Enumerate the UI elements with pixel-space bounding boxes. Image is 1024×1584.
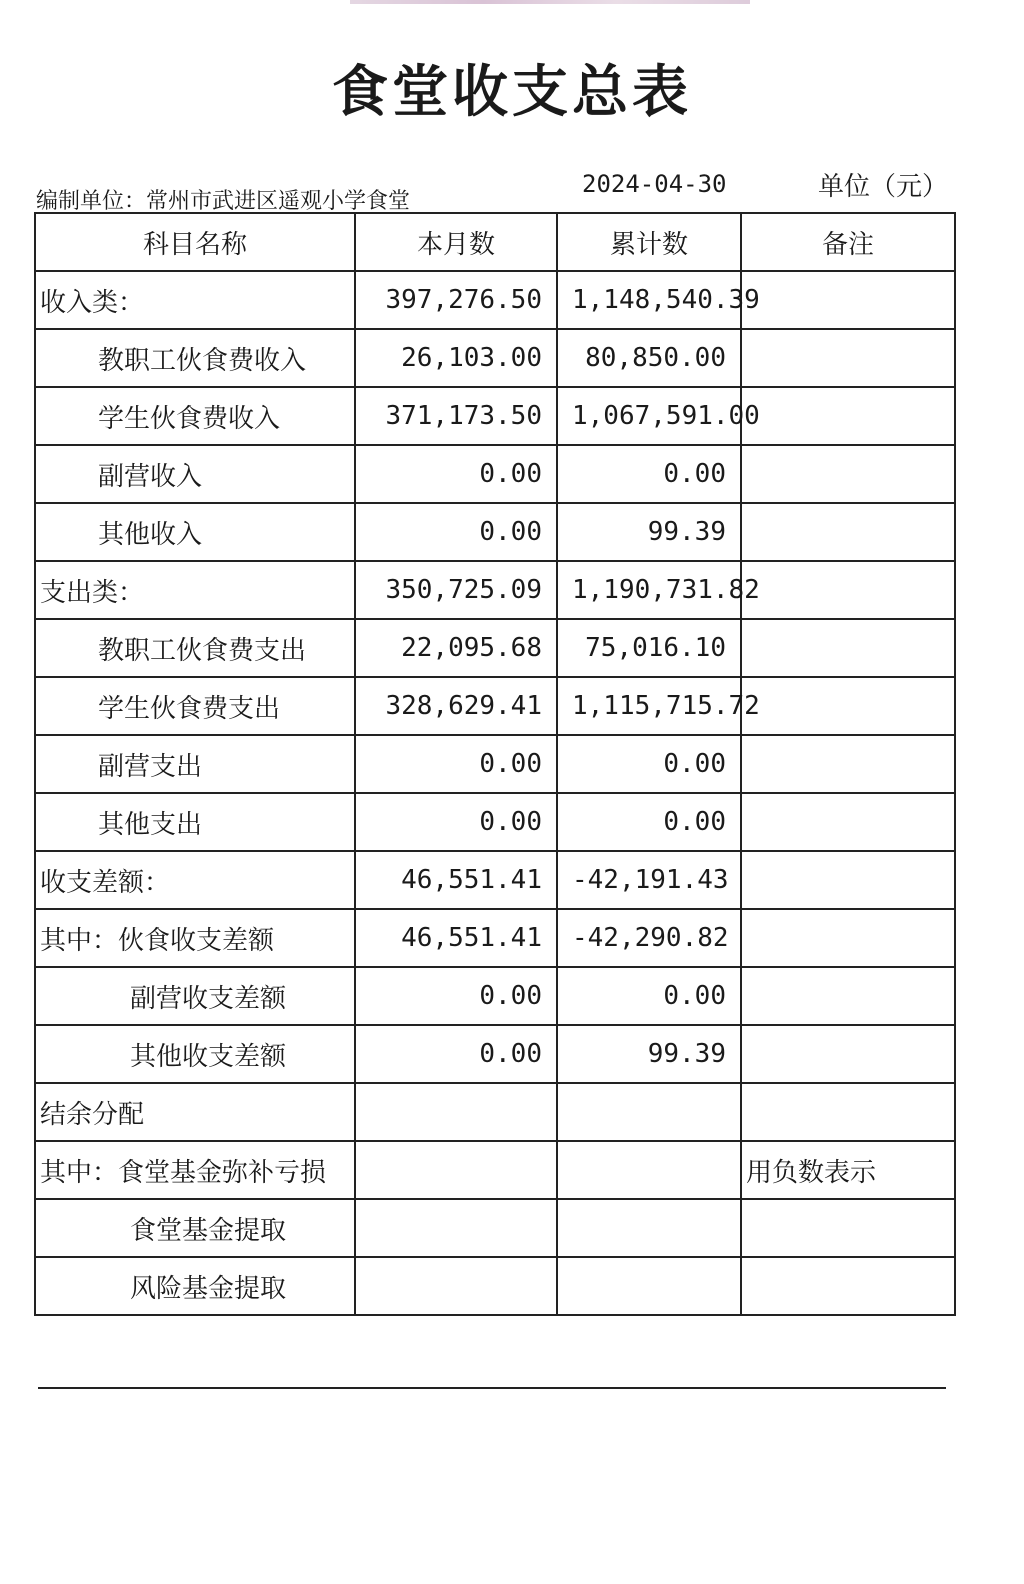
row-this-month-value: 46,551.41 xyxy=(355,851,557,909)
row-this-month-value: 371,173.50 xyxy=(355,387,557,445)
table-row xyxy=(35,1141,955,1199)
table-row xyxy=(35,793,955,851)
page-title: 食堂收支总表 xyxy=(332,60,692,125)
row-subject-name: 食堂基金提取 xyxy=(35,1199,355,1257)
row-subject-name: 结余分配 xyxy=(35,1083,355,1141)
row-cumulative-value: 1,190,731.82 xyxy=(557,561,741,619)
row-remarks xyxy=(741,561,955,619)
row-cumulative-value: 75,016.10 xyxy=(557,619,741,677)
bottom-rule xyxy=(38,1387,946,1389)
row-subject-name: 副营收支差额 xyxy=(35,967,355,1025)
row-cumulative-value: 80,850.00 xyxy=(557,329,741,387)
table-row xyxy=(35,561,955,619)
row-subject-name: 副营支出 xyxy=(35,735,355,793)
row-cumulative-value: 1,148,540.39 xyxy=(557,271,741,329)
table-row xyxy=(35,619,955,677)
row-this-month-value: 46,551.41 xyxy=(355,909,557,967)
row-subject-name: 其他支出 xyxy=(35,793,355,851)
row-remarks xyxy=(741,735,955,793)
row-remarks xyxy=(741,271,955,329)
row-cumulative-value xyxy=(557,1083,741,1141)
currency-unit: 单位（元） xyxy=(818,172,949,202)
row-cumulative-value: 1,115,715.72 xyxy=(557,677,741,735)
row-this-month-value: 0.00 xyxy=(355,967,557,1025)
row-remarks xyxy=(741,387,955,445)
row-remarks xyxy=(741,1025,955,1083)
table-row xyxy=(35,329,955,387)
header-remarks: 备注 xyxy=(741,213,955,271)
row-cumulative-value xyxy=(557,1141,741,1199)
row-remarks xyxy=(741,619,955,677)
row-this-month-value: 22,095.68 xyxy=(355,619,557,677)
table-row xyxy=(35,271,955,329)
row-subject-name: 其他收入 xyxy=(35,503,355,561)
row-this-month-value xyxy=(355,1141,557,1199)
table-row xyxy=(35,909,955,967)
table-row xyxy=(35,1025,955,1083)
header-this-month: 本月数 xyxy=(355,213,557,271)
row-remarks xyxy=(741,677,955,735)
row-this-month-value: 350,725.09 xyxy=(355,561,557,619)
row-this-month-value: 0.00 xyxy=(355,503,557,561)
row-subject-name: 支出类： xyxy=(35,561,355,619)
header-row xyxy=(35,213,955,271)
row-subject-name: 收支差额： xyxy=(35,851,355,909)
header-cumulative: 累计数 xyxy=(557,213,741,271)
row-subject-name: 其中：伙食收支差额 xyxy=(35,909,355,967)
row-remarks xyxy=(741,909,955,967)
row-this-month-value: 397,276.50 xyxy=(355,271,557,329)
row-this-month-value: 0.00 xyxy=(355,445,557,503)
row-cumulative-value: 0.00 xyxy=(557,793,741,851)
row-cumulative-value xyxy=(557,1257,741,1315)
compiling-unit: 编制单位：常州市武进区遥观小学食堂 xyxy=(36,189,411,214)
row-cumulative-value: 0.00 xyxy=(557,967,741,1025)
row-remarks xyxy=(741,445,955,503)
row-this-month-value: 0.00 xyxy=(355,793,557,851)
row-this-month-value: 328,629.41 xyxy=(355,677,557,735)
table-row xyxy=(35,735,955,793)
row-subject-name: 副营收入 xyxy=(35,445,355,503)
row-this-month-value xyxy=(355,1199,557,1257)
row-remarks: 用负数表示 xyxy=(741,1141,955,1199)
table-row xyxy=(35,445,955,503)
row-cumulative-value: 0.00 xyxy=(557,445,741,503)
table-row xyxy=(35,503,955,561)
income-expense-table xyxy=(34,212,956,1316)
row-remarks xyxy=(741,329,955,387)
table-row xyxy=(35,967,955,1025)
table-row xyxy=(35,1083,955,1141)
row-remarks xyxy=(741,1083,955,1141)
row-this-month-value: 0.00 xyxy=(355,1025,557,1083)
row-remarks xyxy=(741,793,955,851)
row-this-month-value: 26,103.00 xyxy=(355,329,557,387)
row-cumulative-value: 0.00 xyxy=(557,735,741,793)
table-row xyxy=(35,387,955,445)
row-remarks xyxy=(741,851,955,909)
row-remarks xyxy=(741,1199,955,1257)
row-subject-name: 其他收支差额 xyxy=(35,1025,355,1083)
row-subject-name: 教职工伙食费收入 xyxy=(35,329,355,387)
row-remarks xyxy=(741,1257,955,1315)
row-cumulative-value: 99.39 xyxy=(557,1025,741,1083)
row-cumulative-value: 99.39 xyxy=(557,503,741,561)
table-row xyxy=(35,677,955,735)
row-cumulative-value: -42,290.82 xyxy=(557,909,741,967)
table-body xyxy=(35,271,955,1315)
row-this-month-value xyxy=(355,1083,557,1141)
row-cumulative-value xyxy=(557,1199,741,1257)
row-remarks xyxy=(741,967,955,1025)
table-row xyxy=(35,1199,955,1257)
table-row xyxy=(35,851,955,909)
row-subject-name: 其中：食堂基金弥补亏损 xyxy=(35,1141,355,1199)
row-cumulative-value: -42,191.43 xyxy=(557,851,741,909)
row-subject-name: 收入类： xyxy=(35,271,355,329)
row-subject-name: 教职工伙食费支出 xyxy=(35,619,355,677)
header-subject-name: 科目名称 xyxy=(35,213,355,271)
row-subject-name: 学生伙食费收入 xyxy=(35,387,355,445)
row-subject-name: 风险基金提取 xyxy=(35,1257,355,1315)
row-cumulative-value: 1,067,591.00 xyxy=(557,387,741,445)
row-remarks xyxy=(741,503,955,561)
row-subject-name: 学生伙食费支出 xyxy=(35,677,355,735)
row-this-month-value xyxy=(355,1257,557,1315)
row-this-month-value: 0.00 xyxy=(355,735,557,793)
report-date: 2024-04-30 xyxy=(582,170,727,198)
scan-edge-mark xyxy=(350,0,750,4)
table-row xyxy=(35,1257,955,1315)
